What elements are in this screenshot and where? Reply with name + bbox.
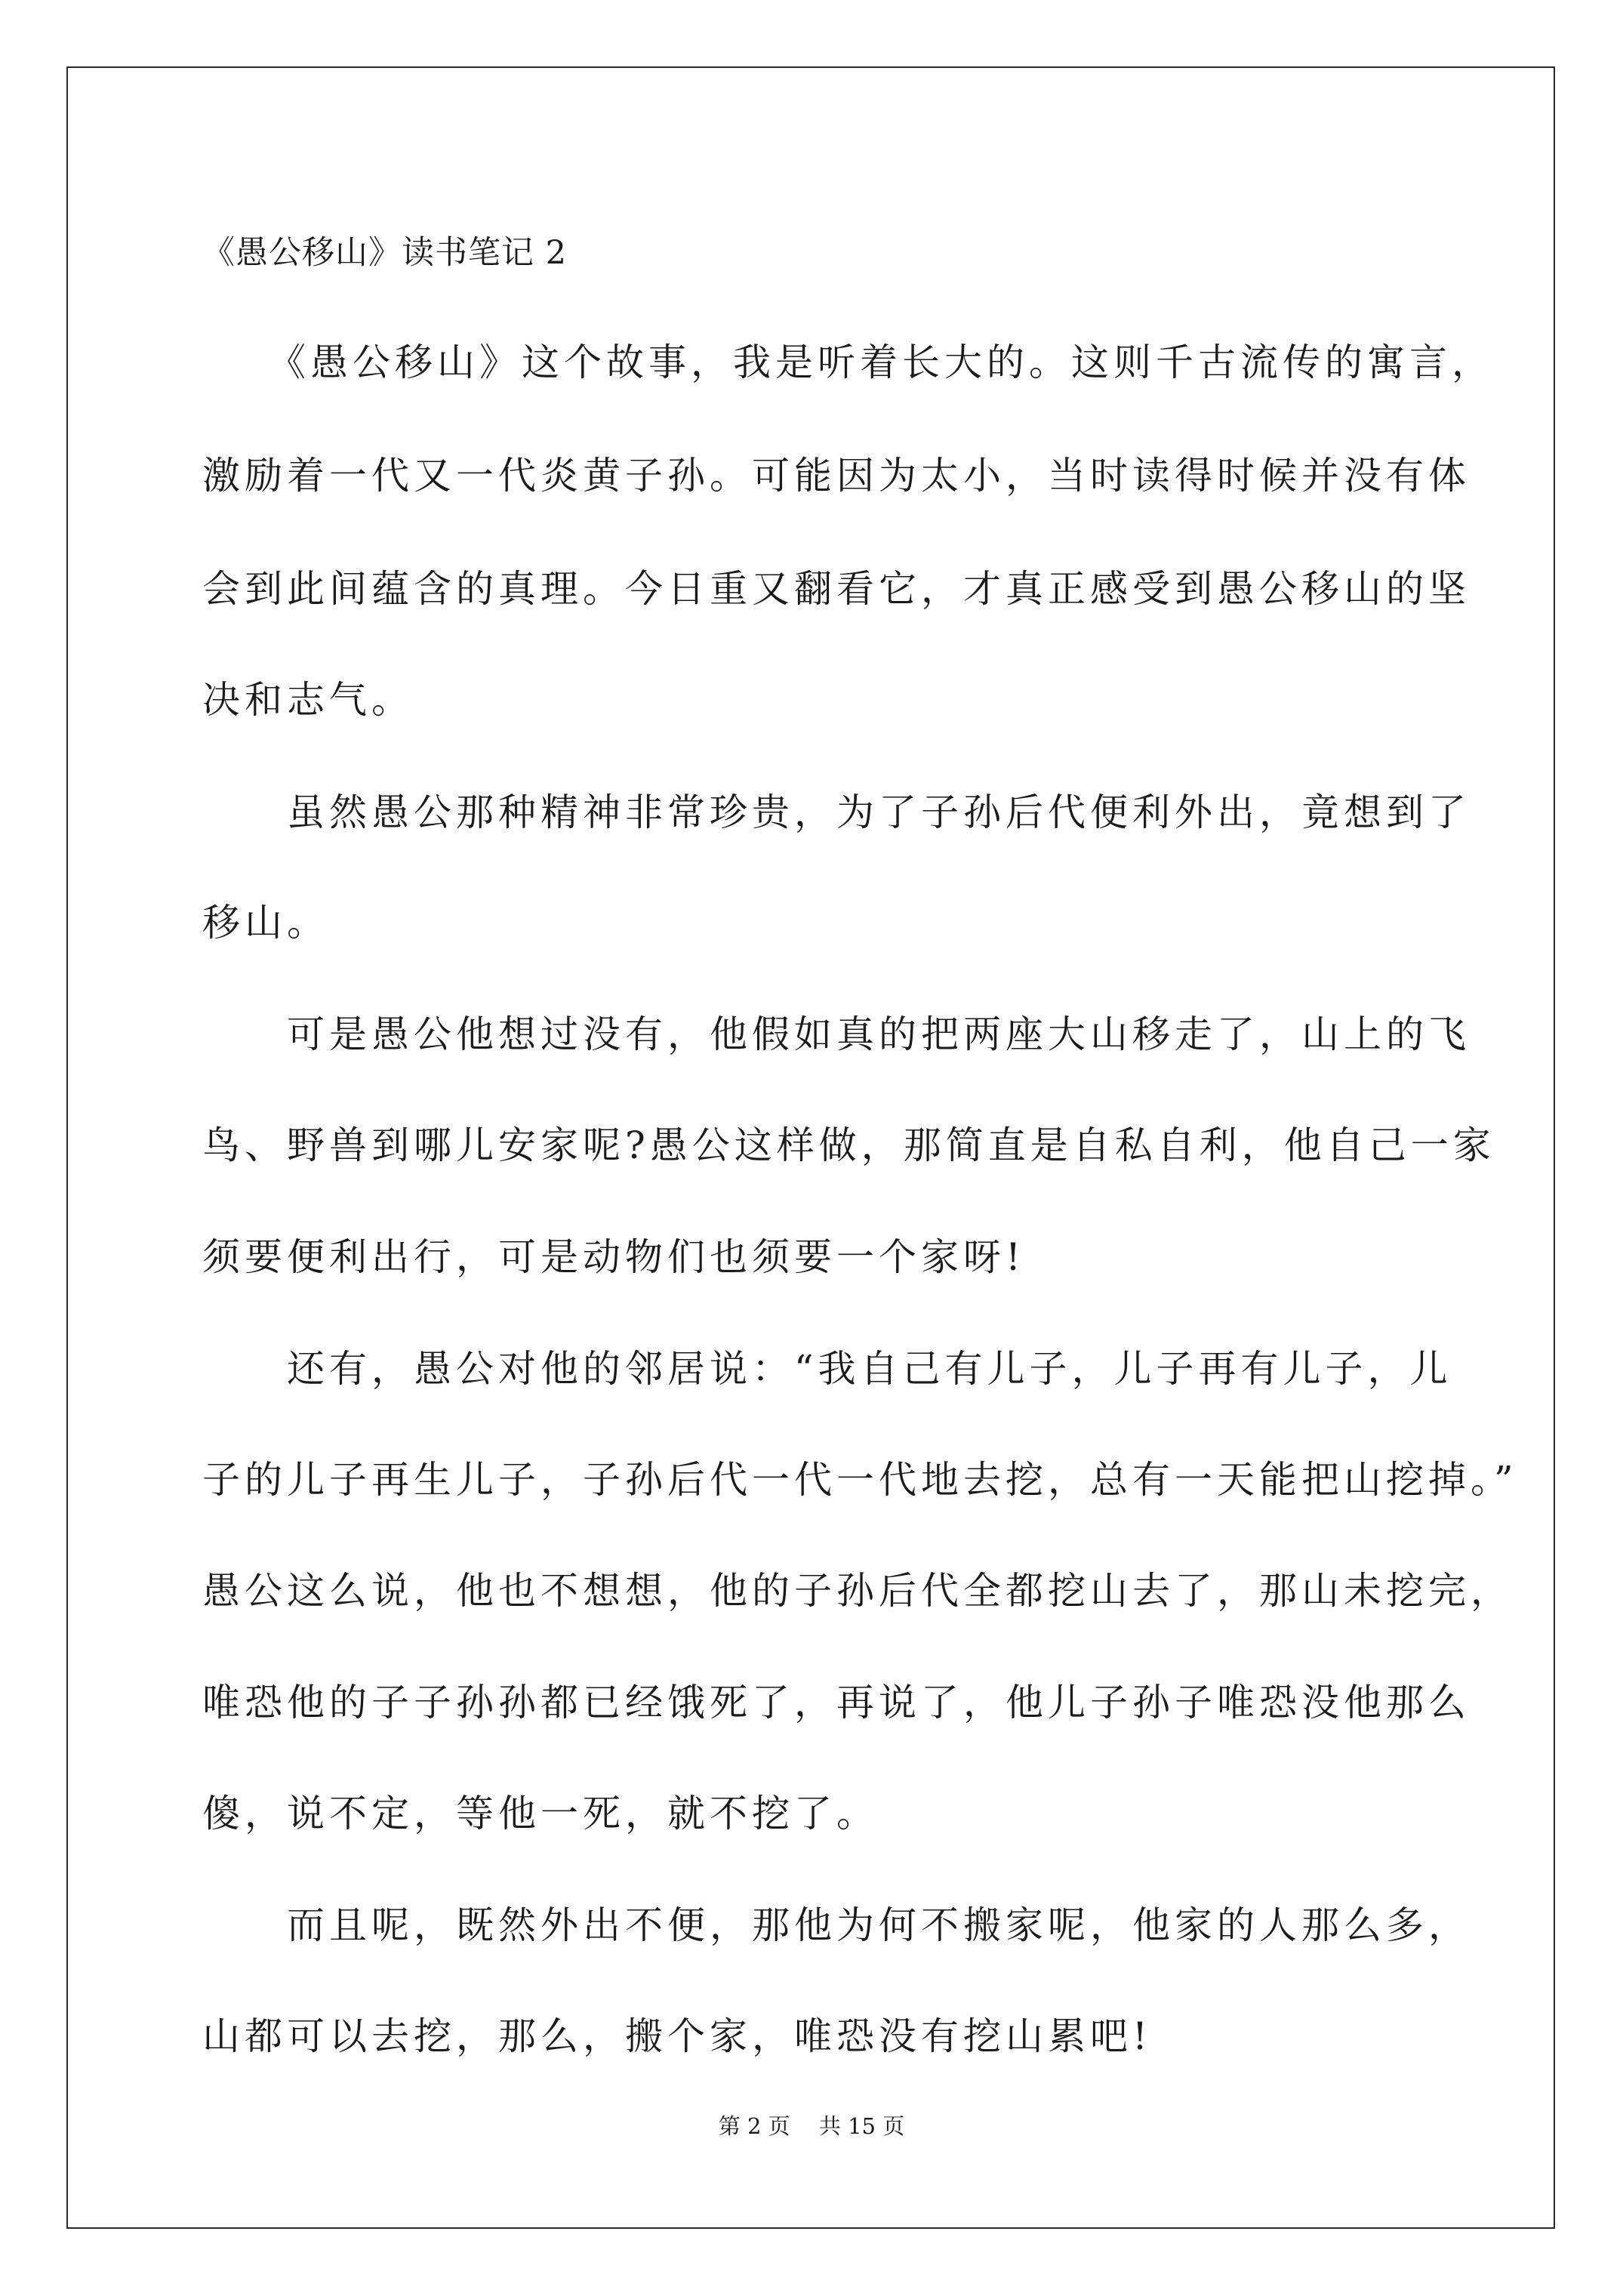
page-number-footer: 第 2 页 共 15 页 xyxy=(718,2113,905,2139)
body-line: 会到此间蕴含的真理。今日重又翻看它，才真正感受到愚公移山的坚 xyxy=(202,567,1471,611)
body-line: 《愚公移山》这个故事，我是听着长大的。这则千古流传的寓言， xyxy=(202,341,1494,384)
body-line: 移山。 xyxy=(202,901,329,945)
body-line: 决和志气。 xyxy=(202,678,414,722)
body-line: 山都可以去挖，那么，搬个家，唯恐没有挖山累吧! xyxy=(202,2014,1153,2058)
body-line: 还有，愚公对他的邻居说：“我自己有儿子，儿子再有儿子，儿 xyxy=(202,1347,1452,1391)
body-line: 虽然愚公那种精神非常珍贵，为了子孙后代便利外出，竟想到了 xyxy=(202,791,1471,834)
document-title: 《愚公移山》读书笔记 2 xyxy=(202,234,568,272)
body-line: 子的儿子再生儿子，子孙后代一代一代地去挖，总有一天能把山挖掉。” xyxy=(202,1458,1518,1502)
body-line: 唯恐他的子子孙孙都已经饿死了，再说了，他儿子孙子唯恐没他那么 xyxy=(202,1681,1471,1724)
body-line: 可是愚公他想过没有，他假如真的把两座大山移走了，山上的飞 xyxy=(202,1012,1471,1056)
body-line: 傻，说不定，等他一死，就不挖了。 xyxy=(202,1792,879,1835)
body-line: 而且呢，既然外出不便，那他为何不搬家呢，他家的人那么多， xyxy=(202,1903,1471,1947)
body-line: 须要便利出行，可是动物们也须要一个家呀! xyxy=(202,1235,1026,1279)
body-line: 激励着一代又一代炎黄子孙。可能因为太小，当时读得时候并没有体 xyxy=(202,454,1471,498)
body-line: 鸟、野兽到哪儿安家呢?愚公这样做，那简直是自私自利，他自己一家 xyxy=(202,1123,1495,1167)
body-line: 愚公这么说，他也不想想，他的子孙后代全都挖山去了，那山未挖完， xyxy=(202,1569,1513,1613)
